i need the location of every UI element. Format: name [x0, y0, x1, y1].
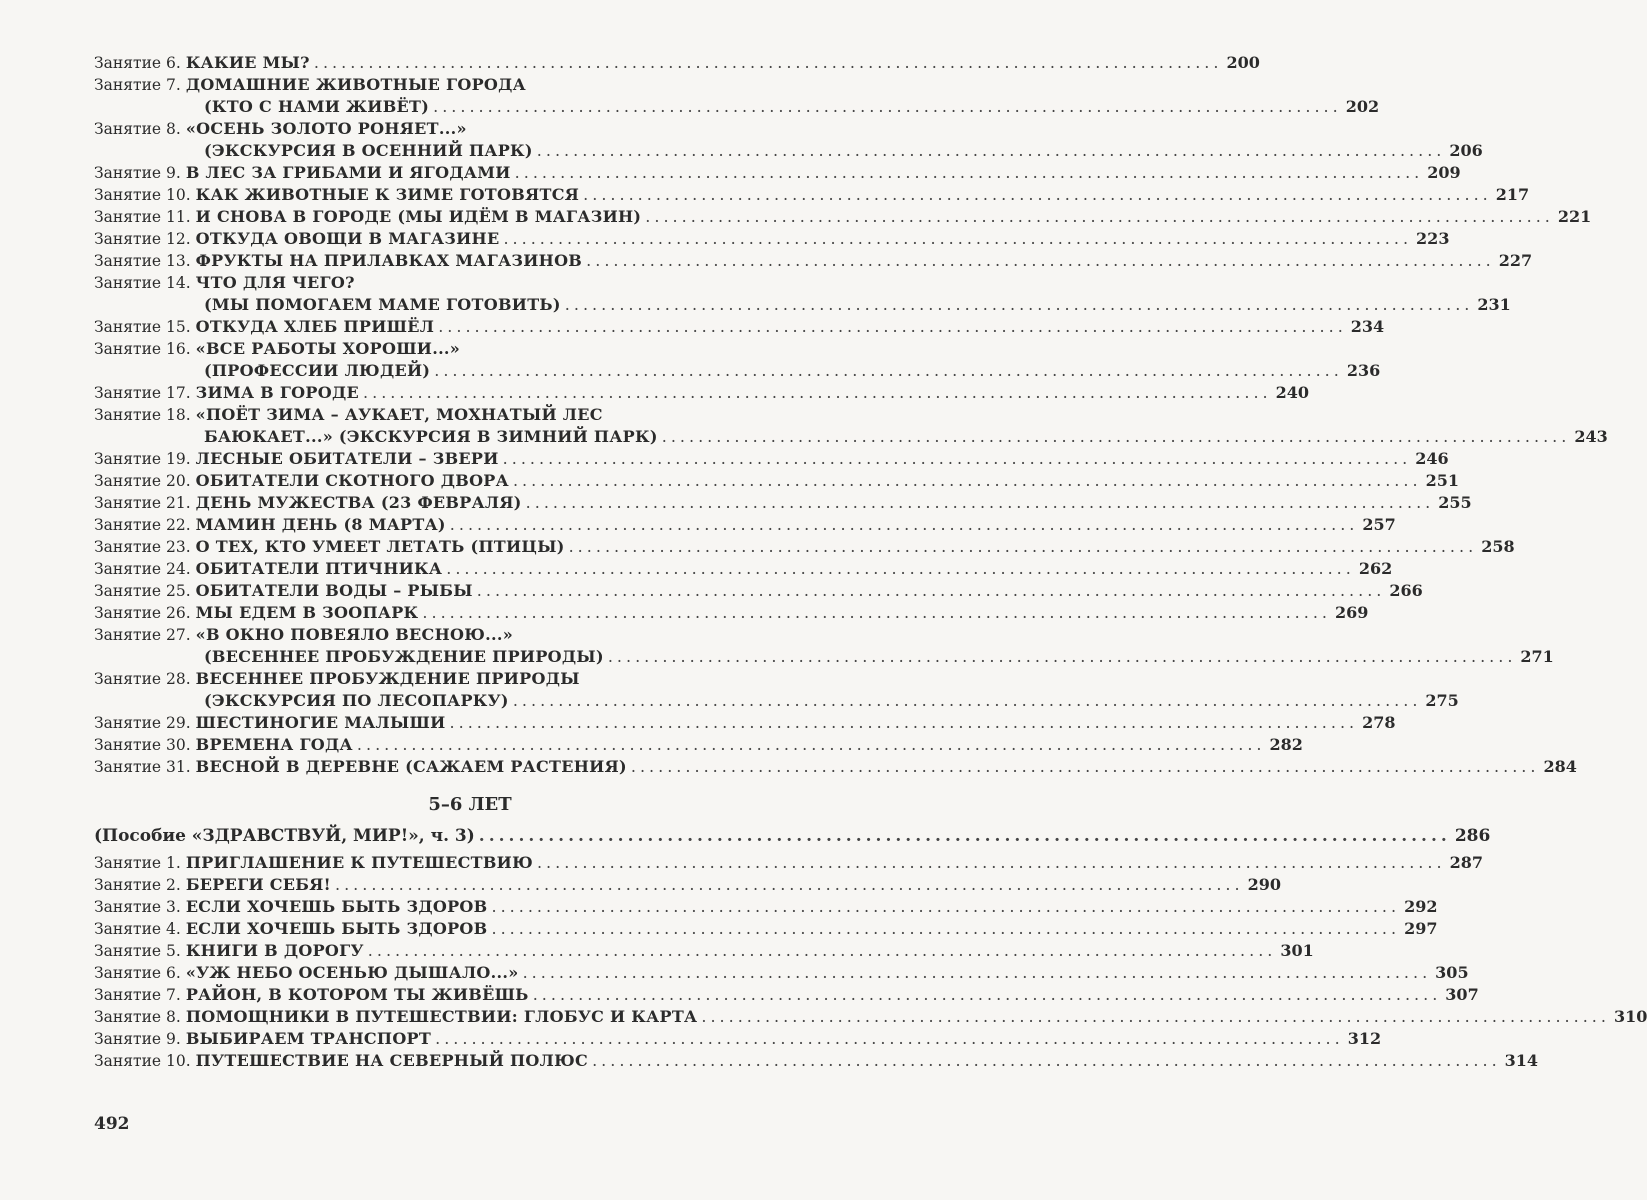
page-ref: 231 — [1477, 295, 1511, 314]
page-ref: 278 — [1362, 713, 1396, 732]
page-ref: 297 — [1404, 919, 1438, 938]
leader-dots: .................................................................................................... — [532, 985, 1442, 1004]
page-ref: 282 — [1269, 735, 1303, 754]
toc-entry-continuation[interactable] — [94, 646, 1554, 668]
toc-entry[interactable] — [94, 852, 1483, 874]
page-ref: 206 — [1449, 141, 1483, 160]
lesson-title: «ОСЕНЬ ЗОЛОТО РОНЯЕТ...» — [185, 119, 467, 138]
lesson-title: «УЖ НЕБО ОСЕНЬЮ ДЫШАЛО...» — [185, 963, 519, 982]
lesson-title: ВЫБИРАЕМ ТРАНСПОРТ — [185, 1029, 432, 1048]
toc-entry[interactable] — [94, 74, 846, 96]
toc-entry[interactable] — [94, 536, 1515, 558]
page-ref: 227 — [1498, 251, 1533, 270]
leader-dots: .................................................................................................... — [645, 207, 1554, 226]
page-ref: 269 — [1335, 603, 1369, 622]
page-ref: 251 — [1425, 471, 1459, 490]
lesson-number: Занятие 9. — [94, 164, 181, 182]
lesson-title: КАК ЖИВОТНЫЕ К ЗИМЕ ГОТОВЯТСЯ — [195, 185, 580, 204]
page-ref: 290 — [1247, 875, 1281, 894]
leader-dots: .................................................................................................... — [476, 581, 1386, 600]
lesson-subtitle: (ПРОФЕССИИ ЛЮДЕЙ) — [204, 361, 431, 380]
toc-entry[interactable] — [94, 316, 1385, 338]
page-ref: 266 — [1389, 581, 1423, 600]
page-ref: 310 — [1613, 1007, 1647, 1026]
lesson-title: ЛЕСНЫЕ ОБИТАТЕЛИ – ЗВЕРИ — [195, 449, 499, 468]
leader-dots: .................................................................................................... — [630, 757, 1540, 776]
lesson-number: Занятие 12. — [94, 230, 191, 248]
lesson-number: Занятие 19. — [94, 450, 191, 468]
toc-entry[interactable] — [94, 1050, 1539, 1072]
toc-entry[interactable] — [94, 874, 1281, 896]
lesson-subtitle: БАЮКАЕТ...» (ЭКСКУРСИЯ В ЗИМНИЙ ПАРК) — [204, 427, 658, 446]
leader-dots: .................................................................................................... — [564, 295, 1474, 314]
page-ref: 257 — [1362, 515, 1396, 534]
leader-dots: .................................................................................................... — [435, 1029, 1344, 1048]
leader-dots: .................................................................................................... — [536, 141, 1446, 160]
page-ref: 258 — [1481, 537, 1515, 556]
toc-entry[interactable] — [94, 668, 846, 690]
page-ref: 284 — [1543, 757, 1577, 776]
lesson-number: Занятие 23. — [94, 538, 191, 556]
page-ref: 305 — [1435, 963, 1469, 982]
page-ref: 314 — [1504, 1051, 1539, 1070]
lesson-subtitle: (ЭКСКУРСИЯ ПО ЛЕСОПАРКУ) — [204, 691, 509, 710]
toc-entry[interactable] — [94, 896, 1438, 918]
lesson-number: Занятие 15. — [94, 318, 191, 336]
leader-dots: .................................................................................................... — [503, 229, 1413, 248]
leader-dots: .................................................................................................... — [356, 735, 1266, 754]
toc-entry-continuation[interactable] — [94, 690, 1459, 712]
toc-entry[interactable] — [94, 984, 1479, 1006]
toc-entry[interactable] — [94, 602, 1369, 624]
page-ref: 255 — [1438, 493, 1472, 512]
lesson-title: ОБИТАТЕЛИ ПТИЧНИКА — [195, 559, 443, 578]
toc-entry[interactable] — [94, 162, 1461, 184]
leader-dots: .................................................................................................... — [586, 251, 1495, 270]
toc-entry[interactable] — [94, 272, 846, 294]
lesson-title: ВЕСНОЙ В ДЕРЕВНЕ (САЖАЕМ РАСТЕНИЯ) — [195, 757, 627, 776]
lesson-subtitle: (ЭКСКУРСИЯ В ОСЕННИЙ ПАРК) — [204, 141, 533, 160]
toc-entry-continuation[interactable] — [94, 140, 1483, 162]
lesson-title: ПУТЕШЕСТВИЕ НА СЕВЕРНЫЙ ПОЛЮС — [195, 1051, 589, 1070]
table-of-contents — [94, 52, 1647, 1072]
leader-dots: .................................................................................................... — [438, 317, 1347, 336]
toc-entry[interactable] — [94, 228, 1450, 250]
page-ref: 200 — [1226, 53, 1260, 72]
lesson-number: Занятие 10. — [94, 1052, 191, 1070]
lesson-number: Занятие 24. — [94, 560, 191, 578]
toc-entry[interactable] — [94, 940, 1314, 962]
lesson-title: «В ОКНО ПОВЕЯЛО ВЕСНОЮ...» — [195, 625, 514, 644]
lesson-title: ПОМОЩНИКИ В ПУТЕШЕСТВИИ: ГЛОБУС И КАРТА — [185, 1007, 698, 1026]
lesson-title: ШЕСТИНОГИЕ МАЛЫШИ — [195, 713, 446, 732]
lesson-number: Занятие 2. — [94, 876, 181, 894]
toc-entry[interactable] — [94, 118, 846, 140]
lesson-title: ЕСЛИ ХОЧЕШЬ БЫТЬ ЗДОРОВ — [185, 897, 488, 916]
page-ref: 223 — [1416, 229, 1450, 248]
page-ref: 287 — [1449, 853, 1483, 872]
lesson-title: «ПОЁТ ЗИМА – АУКАЕТ, МОХНАТЫЙ ЛЕС — [195, 405, 603, 424]
toc-part-2 — [94, 852, 1647, 1072]
lesson-number: Занятие 21. — [94, 494, 191, 512]
toc-entry-continuation[interactable] — [94, 96, 1380, 118]
toc-entry[interactable] — [94, 580, 1423, 602]
lesson-title: ВЕСЕННЕЕ ПРОБУЖДЕНИЕ ПРИРОДЫ — [195, 669, 580, 688]
leader-dots: .................................................................................................... — [502, 449, 1412, 468]
toc-entry[interactable] — [94, 756, 1577, 778]
lesson-number: Занятие 26. — [94, 604, 191, 622]
lesson-title: ОБИТАТЕЛИ ВОДЫ – РЫБЫ — [195, 581, 473, 600]
lesson-title: ФРУКТЫ НА ПРИЛАВКАХ МАГАЗИНОВ — [195, 251, 583, 270]
page-ref: 240 — [1275, 383, 1310, 402]
toc-entry[interactable] — [94, 250, 1533, 272]
leader-dots: .................................................................................................... — [592, 1051, 1501, 1070]
leader-dots: .................................................................................................... — [449, 515, 1359, 534]
manual-title: (Пособие «ЗДРАВСТВУЙ, МИР!», ч. 3) — [94, 826, 475, 846]
page-ref: 209 — [1427, 163, 1461, 182]
lesson-number: Занятие 13. — [94, 252, 191, 270]
lesson-title: ДОМАШНИЕ ЖИВОТНЫЕ ГОРОДА — [185, 75, 527, 94]
leader-dots: .................................................................................................... — [583, 185, 1492, 204]
lesson-title: В ЛЕС ЗА ГРИБАМИ И ЯГОДАМИ — [185, 163, 511, 182]
toc-entry-continuation[interactable] — [94, 426, 1608, 448]
lesson-number: Занятие 9. — [94, 1030, 181, 1048]
leader-dots: .................................................................................................... — [568, 537, 1478, 556]
leader-dots: .................................................................................................... — [446, 559, 1355, 578]
leader-dots: .................................................................................................... — [363, 383, 1272, 402]
section-title: 5–6 ЛЕТ — [428, 794, 512, 815]
lesson-number: Занятие 8. — [94, 120, 181, 138]
lesson-number: Занятие 7. — [94, 76, 181, 94]
lesson-number: Занятие 5. — [94, 942, 181, 960]
page-ref: 301 — [1280, 941, 1314, 960]
toc-entry[interactable] — [94, 734, 1303, 756]
lesson-number: Занятие 20. — [94, 472, 191, 490]
page-ref: 217 — [1495, 185, 1530, 204]
lesson-number: Занятие 22. — [94, 516, 191, 534]
lesson-title: КАКИЕ МЫ? — [185, 53, 310, 72]
toc-entry-continuation[interactable] — [94, 294, 1511, 316]
toc-entry[interactable] — [94, 624, 846, 646]
lesson-title: МАМИН ДЕНЬ (8 МАРТА) — [195, 515, 446, 534]
lesson-title: О ТЕХ, КТО УМЕЕТ ЛЕТАТЬ (ПТИЦЫ) — [195, 537, 565, 556]
leader-dots: .................................................................................................... — [434, 361, 1343, 380]
leader-dots: .................................................................................................... — [536, 853, 1446, 872]
lesson-title: БЕРЕГИ СЕБЯ! — [185, 875, 331, 894]
leader-dots: .................................................................................................... — [491, 919, 1401, 938]
page-ref: 312 — [1347, 1029, 1382, 1048]
lesson-title: ПРИГЛАШЕНИЕ К ПУТЕШЕСТВИЮ — [185, 853, 533, 872]
page-ref: 271 — [1520, 647, 1554, 666]
leader-dots: .................................................................................................... — [422, 603, 1332, 622]
leader-dots: .................................................................................................... — [313, 53, 1223, 72]
manual-page: 286 — [1454, 826, 1491, 846]
lesson-number: Занятие 18. — [94, 406, 191, 424]
toc-entry[interactable] — [94, 1006, 1647, 1028]
toc-entry-continuation[interactable] — [94, 360, 1381, 382]
lesson-number: Занятие 7. — [94, 986, 181, 1004]
lesson-number: Занятие 17. — [94, 384, 191, 402]
toc-entry[interactable] — [94, 206, 1592, 228]
leader-dots: .................................................................................................... — [367, 941, 1277, 960]
toc-entry[interactable] — [94, 184, 1530, 206]
lesson-number: Занятие 30. — [94, 736, 191, 754]
leader-dots: .................................................................................................... — [607, 647, 1517, 666]
leader-dots: .................................................................................................... — [433, 97, 1342, 116]
lesson-title: ДЕНЬ МУЖЕСТВА (23 ФЕВРАЛЯ) — [195, 493, 522, 512]
lesson-number: Занятие 14. — [94, 274, 191, 292]
page-ref: 202 — [1345, 97, 1380, 116]
toc-entry[interactable] — [94, 962, 1469, 984]
lesson-title: «ВСЕ РАБОТЫ ХОРОШИ...» — [195, 339, 461, 358]
page-ref: 307 — [1445, 985, 1479, 1004]
page-ref: 243 — [1574, 427, 1608, 446]
toc-entry[interactable] — [94, 338, 846, 360]
lesson-number: Занятие 8. — [94, 1008, 181, 1026]
lesson-title: МЫ ЕДЕМ В ЗООПАРК — [195, 603, 419, 622]
leader-dots: .................................................................................................... — [525, 493, 1435, 512]
lesson-title: ЗИМА В ГОРОДЕ — [195, 383, 360, 402]
page-ref: 292 — [1404, 897, 1438, 916]
leader-dots: .................................................................................................... — [512, 691, 1422, 710]
lesson-title: ЧТО ДЛЯ ЧЕГО? — [195, 273, 355, 292]
lesson-title: ЕСЛИ ХОЧЕШЬ БЫТЬ ЗДОРОВ — [185, 919, 488, 938]
toc-entry[interactable] — [94, 514, 1396, 536]
toc-entry[interactable] — [94, 558, 1393, 580]
leader-dots: .................................................................................................... — [514, 163, 1424, 182]
lesson-number: Занятие 10. — [94, 186, 191, 204]
page-ref: 234 — [1350, 317, 1385, 336]
toc-entry[interactable] — [94, 382, 1310, 404]
lesson-number: Занятие 16. — [94, 340, 191, 358]
page-ref: 221 — [1557, 207, 1592, 226]
lesson-number: Занятие 31. — [94, 758, 191, 776]
lesson-title: И СНОВА В ГОРОДЕ (МЫ ИДЁМ В МАГАЗИН) — [195, 207, 642, 226]
lesson-title: ОБИТАТЕЛИ СКОТНОГО ДВОРА — [195, 471, 509, 490]
toc-part-1 — [94, 52, 1608, 778]
lesson-number: Занятие 1. — [94, 854, 181, 872]
leader-dots: .................................................................................................... — [661, 427, 1571, 446]
lesson-subtitle: (МЫ ПОМОГАЕМ МАМЕ ГОТОВИТЬ) — [204, 295, 561, 314]
leader-dots: .................................................................................................... — [334, 875, 1244, 894]
lesson-number: Занятие 25. — [94, 582, 191, 600]
leader-dots: .................................................................................................... — [449, 713, 1359, 732]
toc-entry[interactable] — [94, 918, 1438, 940]
manual-entry[interactable] — [94, 822, 1491, 850]
lesson-title: ВРЕМЕНА ГОДА — [195, 735, 353, 754]
lesson-number: Занятие 3. — [94, 898, 181, 916]
lesson-number: Занятие 27. — [94, 626, 191, 644]
leader-dots: .................................................................................................... — [701, 1007, 1610, 1026]
lesson-title: ОТКУДА ХЛЕБ ПРИШЁЛ — [195, 317, 435, 336]
page-ref: 262 — [1358, 559, 1393, 578]
lesson-number: Занятие 6. — [94, 964, 181, 982]
lesson-subtitle: (ВЕСЕННЕЕ ПРОБУЖДЕНИЕ ПРИРОДЫ) — [204, 647, 604, 666]
lesson-title: ОТКУДА ОВОЩИ В МАГАЗИНЕ — [195, 229, 500, 248]
lesson-title: КНИГИ В ДОРОГУ — [185, 941, 364, 960]
toc-entry[interactable] — [94, 492, 1472, 514]
page-ref: 246 — [1415, 449, 1449, 468]
toc-entry[interactable] — [94, 712, 1396, 734]
lesson-number: Занятие 28. — [94, 670, 191, 688]
leader-dots: .................................................................................................... — [491, 897, 1401, 916]
toc-entry[interactable] — [94, 1028, 1382, 1050]
lesson-number: Занятие 6. — [94, 54, 181, 72]
leader-dots: .................................................................................................. — [478, 826, 1451, 846]
lesson-subtitle: (КТО С НАМИ ЖИВЁТ) — [204, 97, 430, 116]
toc-entry[interactable] — [94, 404, 846, 426]
lesson-title: РАЙОН, В КОТОРОМ ТЫ ЖИВЁШЬ — [185, 985, 529, 1004]
lesson-number: Занятие 11. — [94, 208, 191, 226]
leader-dots: .................................................................................................... — [512, 471, 1422, 490]
lesson-number: Занятие 4. — [94, 920, 181, 938]
page-ref: 236 — [1346, 361, 1381, 380]
lesson-number: Занятие 29. — [94, 714, 191, 732]
toc-entry[interactable] — [94, 448, 1449, 470]
page-ref: 275 — [1425, 691, 1459, 710]
leader-dots: .................................................................................................... — [522, 963, 1432, 982]
toc-entry[interactable] — [94, 52, 1260, 74]
page-number: 492 — [94, 1114, 130, 1134]
toc-entry[interactable] — [94, 470, 1459, 492]
